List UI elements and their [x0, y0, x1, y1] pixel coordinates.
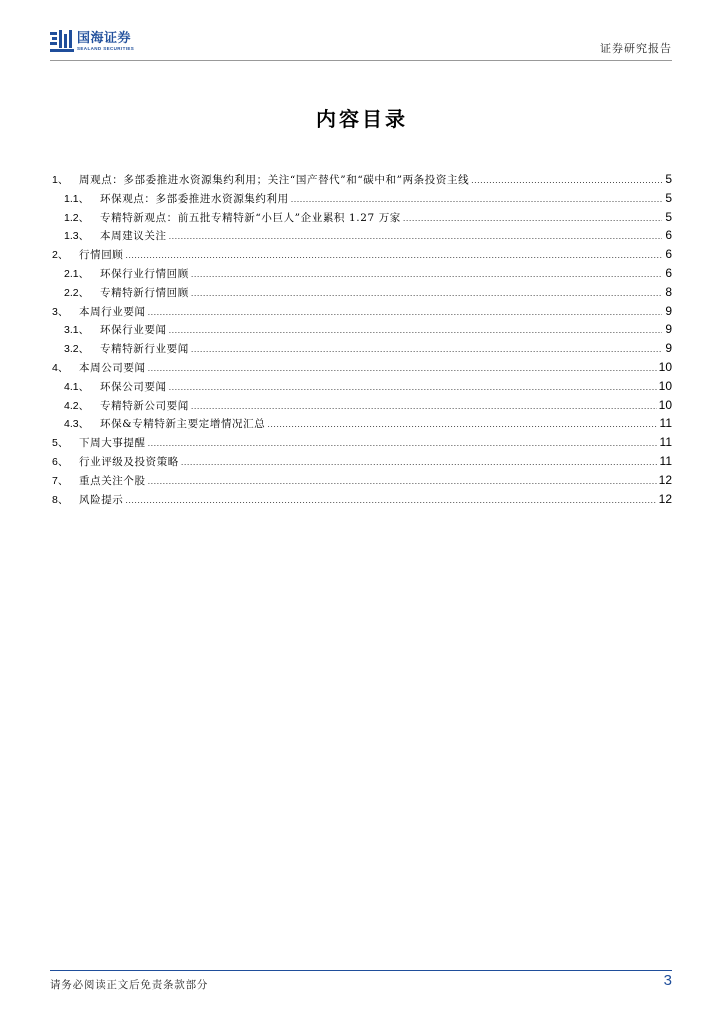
toc-entry[interactable]	[52, 285, 672, 304]
toc-entry-page: 6	[665, 247, 672, 262]
toc-entry-title: 重点关注个股	[79, 474, 146, 487]
toc-entry-page: 5	[665, 209, 672, 224]
toc-entry-page: 9	[665, 303, 672, 318]
toc-dot-leader	[169, 231, 662, 241]
toc-dot-leader	[191, 288, 662, 298]
toc-entry-title: 风险提示	[79, 493, 124, 506]
toc-entry-title: 专精特新公司要闻	[100, 399, 189, 412]
company-logo	[50, 30, 134, 52]
toc-entry-number: 1.3、	[64, 230, 90, 243]
toc-entry-number: 4.3、	[64, 418, 90, 431]
toc-entry-page: 12	[658, 491, 672, 506]
header-divider	[50, 60, 672, 61]
toc-entry-title: 本周公司要闻	[79, 361, 146, 374]
toc-dot-leader	[169, 382, 657, 392]
toc-entry-page: 10	[658, 359, 672, 374]
toc-entry-page: 6	[665, 228, 672, 243]
toc-dot-leader	[125, 495, 656, 505]
toc-entry[interactable]	[52, 492, 672, 511]
toc-entry-title: 专精特新观点：前五批专精特新“小巨人”企业累积 1.27 万家	[100, 211, 401, 224]
toc-entry-page: 11	[659, 453, 672, 468]
toc-entry-page: 9	[665, 341, 672, 356]
toc-entry-title: 本周建议关注	[100, 230, 167, 243]
toc-entry-number: 1.1、	[64, 192, 90, 205]
toc-dot-leader	[403, 213, 662, 223]
toc-entry-page: 12	[658, 472, 672, 487]
table-of-contents	[52, 172, 672, 510]
toc-entry-number: 4、	[52, 361, 69, 374]
toc-title: 内容目录	[316, 107, 408, 131]
toc-dot-leader	[291, 194, 662, 204]
toc-entry-page: 11	[659, 435, 672, 450]
toc-dot-leader	[148, 476, 657, 486]
logo-english-name: SEALAND SECURITIES	[77, 45, 135, 51]
toc-entry-page: 11	[659, 416, 672, 431]
toc-entry[interactable]	[52, 416, 672, 435]
toc-entry-page: 5	[665, 172, 672, 186]
toc-dot-leader	[267, 419, 657, 429]
toc-entry[interactable]	[52, 266, 672, 285]
toc-entry-title: 行情回顾	[79, 249, 124, 262]
footer-disclaimer: 请务必阅读正文后免责条款部分	[50, 979, 209, 991]
toc-entry-page: 8	[665, 284, 672, 299]
toc-entry-title: 本周行业要闻	[79, 305, 146, 318]
toc-entry-title: 下周大事提醒	[79, 437, 146, 450]
toc-dot-leader	[169, 325, 662, 335]
toc-entry[interactable]	[52, 360, 672, 379]
toc-entry-number: 1、	[52, 174, 69, 186]
toc-entry-number: 3、	[52, 305, 69, 318]
toc-entry-page: 5	[665, 190, 672, 205]
toc-entry[interactable]	[52, 191, 672, 210]
toc-entry-number: 4.1、	[64, 380, 90, 393]
report-type-label: 证券研究报告	[600, 42, 672, 55]
toc-dot-leader	[191, 269, 662, 279]
toc-entry-number: 1.2、	[64, 211, 90, 224]
toc-dot-leader	[471, 175, 662, 185]
toc-entry-number: 2.1、	[64, 267, 90, 280]
toc-entry-page: 10	[658, 397, 672, 412]
sealand-logo-icon	[50, 30, 74, 52]
toc-entry[interactable]	[52, 379, 672, 398]
toc-dot-leader	[148, 438, 658, 448]
toc-entry-number: 3.1、	[64, 324, 90, 337]
toc-dot-leader	[191, 401, 657, 411]
toc-entry[interactable]	[52, 473, 672, 492]
toc-entry[interactable]	[52, 398, 672, 417]
toc-entry[interactable]	[52, 210, 672, 229]
logo-chinese-name: 国海证券	[77, 30, 132, 46]
toc-dot-leader	[191, 344, 662, 354]
toc-entry-number: 8、	[52, 493, 69, 506]
page-number: 3	[663, 972, 672, 989]
toc-entry-number: 2、	[52, 249, 69, 262]
toc-entry-number: 7、	[52, 474, 69, 487]
toc-dot-leader	[148, 363, 657, 373]
toc-entry-number: 4.2、	[64, 399, 90, 412]
toc-entry-title: 周观点：多部委推进水资源集约利用；关注“国产替代”和“碳中和”两条投资主线	[79, 174, 470, 186]
toc-entry-page: 6	[665, 265, 672, 280]
toc-entry[interactable]	[52, 435, 672, 454]
toc-entry-title: 行业评级及投资策略	[79, 455, 179, 468]
toc-entry-title: 环保公司要闻	[100, 380, 167, 393]
toc-entry[interactable]	[52, 304, 672, 323]
toc-entry-title: 环保&专精特新主要定增情况汇总	[100, 418, 266, 431]
toc-entry-title: 环保行业行情回顾	[100, 267, 189, 280]
toc-entry-number: 2.2、	[64, 286, 90, 299]
toc-dot-leader	[148, 307, 662, 317]
toc-dot-leader	[125, 250, 662, 260]
toc-entry[interactable]	[52, 341, 672, 360]
toc-entry[interactable]	[52, 322, 672, 341]
toc-entry-title: 环保行业要闻	[100, 324, 167, 337]
toc-dot-leader	[181, 457, 658, 467]
toc-entry[interactable]	[52, 454, 672, 473]
toc-entry[interactable]	[52, 172, 672, 191]
footer-divider	[50, 970, 672, 971]
toc-entry-number: 5、	[52, 437, 69, 450]
toc-entry[interactable]	[52, 228, 672, 247]
toc-entry-page: 10	[658, 378, 672, 393]
toc-entry-number: 6、	[52, 455, 69, 468]
toc-entry-number: 3.2、	[64, 343, 90, 356]
toc-entry[interactable]	[52, 247, 672, 266]
toc-entry-page: 9	[665, 322, 672, 337]
toc-entry-title: 专精特新行业要闻	[100, 343, 189, 356]
page-header	[50, 30, 672, 60]
toc-entry-title: 专精特新行情回顾	[100, 286, 189, 299]
toc-entry-title: 环保观点：多部委推进水资源集约利用	[100, 192, 289, 205]
